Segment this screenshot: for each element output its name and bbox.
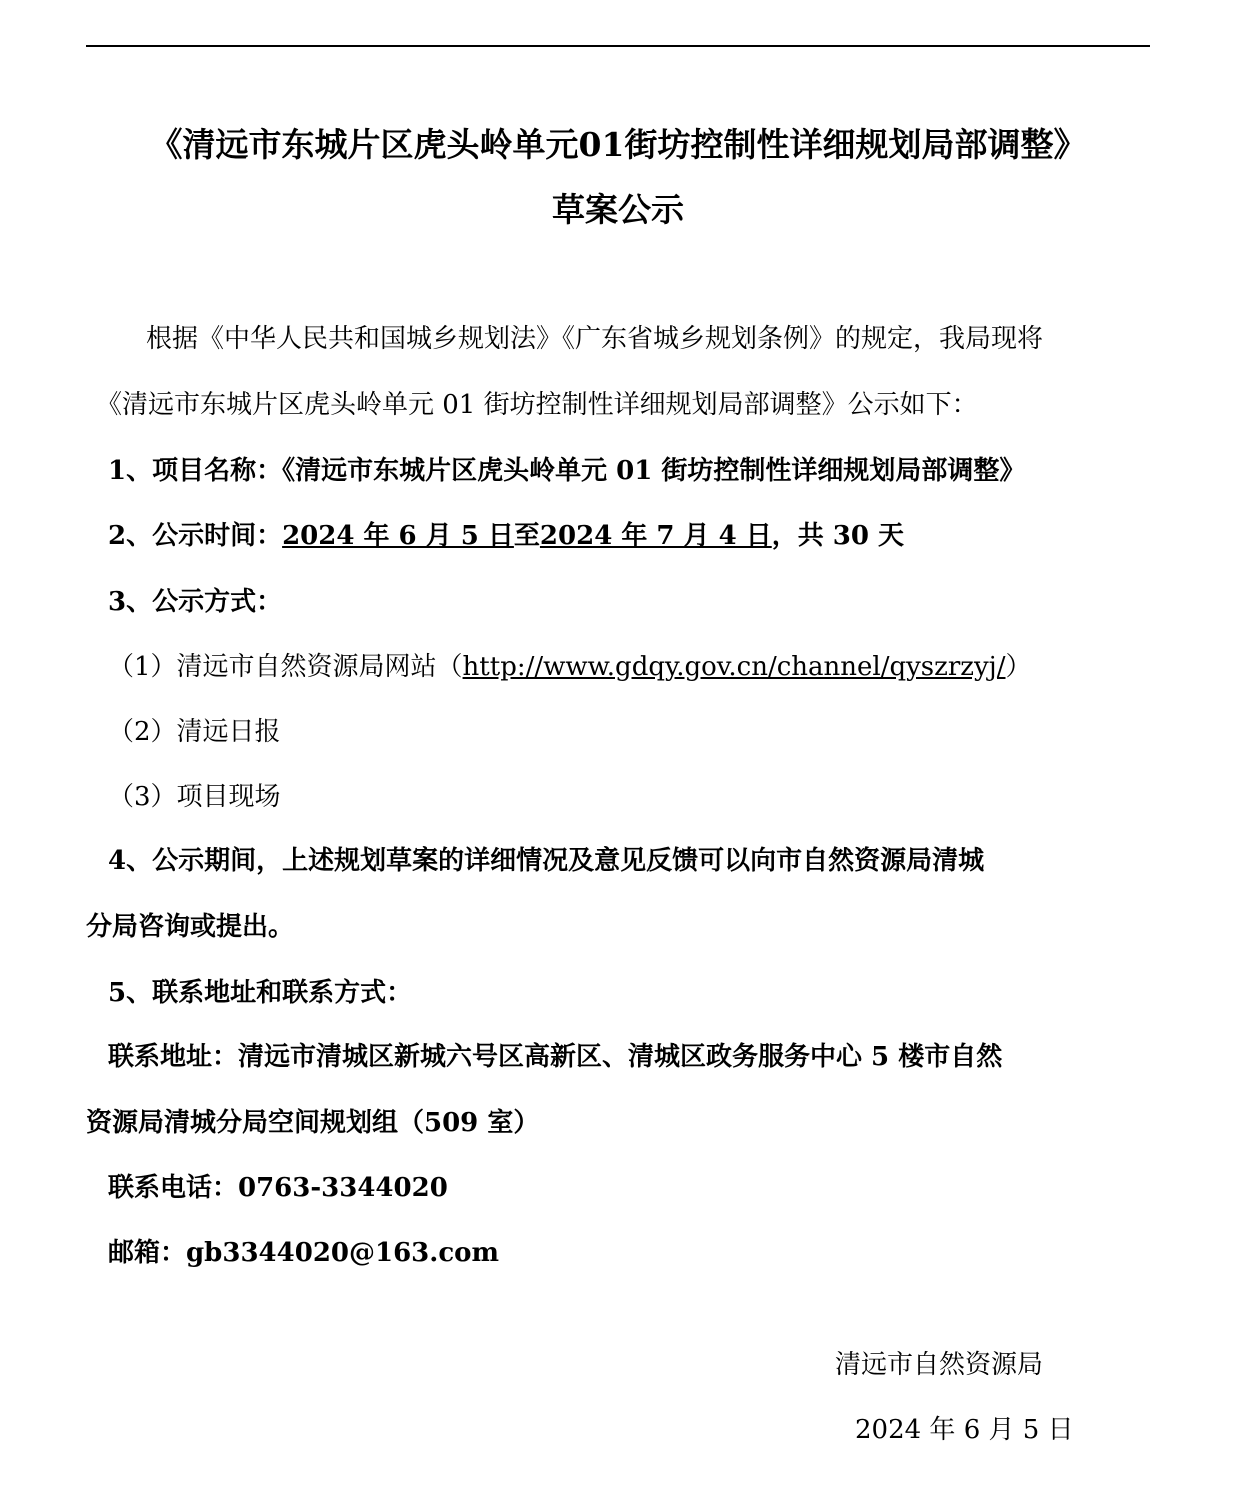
header-rule: [86, 45, 1150, 47]
item-publicity-method-heading: 3、公示方式：: [108, 587, 283, 617]
intro-line-2: 《清远市东城片区虎头岭单元 01 街坊控制性详细规划局部调整》公示如下：: [96, 390, 978, 420]
period-prefix: 2、公示时间：: [108, 521, 283, 551]
intro-line-1: 根据《中华人民共和国城乡规划法》《广东省城乡规划条例》的规定，我局现将: [146, 324, 1044, 354]
method-website: [108, 651, 1032, 685]
period-start-date: 2024 年 6 月 5 日: [282, 521, 514, 551]
contact-address-line-1: 联系地址：清远市清城区新城六号区高新区、清城区政务服务中心 5 楼市自然: [108, 1042, 1003, 1072]
contact-address-line-2: 资源局清城分局空间规划组（509 室）: [86, 1108, 540, 1138]
item-feedback-line-2: 分局咨询或提出。: [86, 912, 295, 942]
signature-date: 2024 年 6 月 5 日: [855, 1415, 1074, 1445]
item-project-name: 1、项目名称：《清远市东城片区虎头岭单元 01 街坊控制性详细规划局部调整》: [108, 456, 1026, 486]
title-line-1: 《清远市东城片区虎头岭单元01街坊控制性详细规划局部调整》: [149, 125, 1087, 164]
item-contact-heading: 5、联系地址和联系方式：: [108, 978, 413, 1008]
signature-org: 清远市自然资源局: [835, 1350, 1044, 1380]
website-link[interactable]: http://www.gdqy.gov.cn/channel/qyszrzyj/: [462, 652, 1006, 682]
method-newspaper: （2）清远日报: [108, 717, 281, 747]
period-to: 至: [513, 521, 540, 551]
title-line-2: 草案公示: [552, 190, 684, 229]
period-end-date: 2024 年 7 月 4 日: [539, 521, 772, 551]
item-publicity-period: [108, 520, 904, 554]
method-site: （3）项目现场: [108, 782, 281, 812]
contact-phone: 联系电话：0763-3344020: [108, 1173, 448, 1203]
period-suffix: ，共 30 天: [771, 521, 905, 551]
item-feedback-line-1: 4、公示期间，上述规划草案的详细情况及意见反馈可以向市自然资源局清城: [108, 846, 985, 876]
contact-email: 邮箱：gb3344020@163.com: [108, 1238, 500, 1268]
website-prefix: （1）清远市自然资源局网站（: [108, 652, 463, 682]
website-suffix: ）: [1005, 652, 1032, 682]
